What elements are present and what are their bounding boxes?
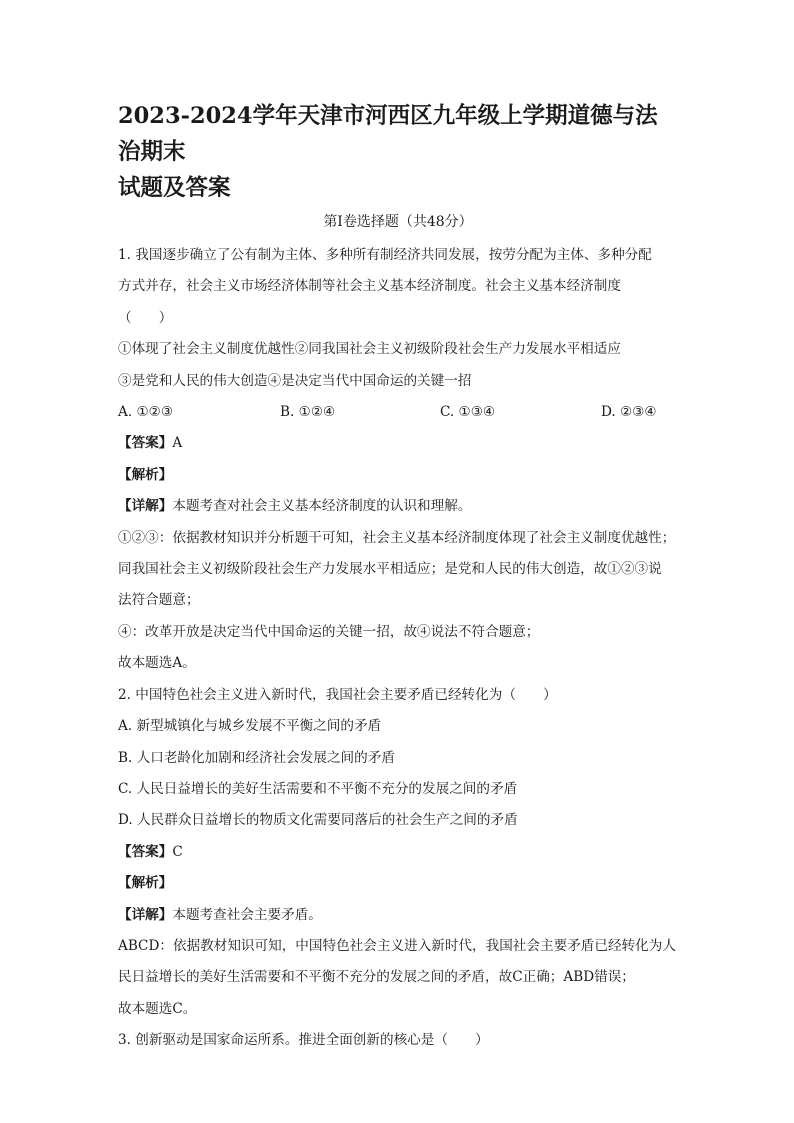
q1-stem-line-1: 1. 我国逐步确立了公有制为主体、多种所有制经济共同发展，按劳分配为主体、多种分配: [118, 247, 652, 263]
q1-option-b: B. ①②④: [280, 404, 336, 421]
q1-explanation-line-4: ④：改革开放是决定当代中国命运的关键一招，故④说法不符合题意；: [118, 623, 540, 640]
question-3: [118, 1025, 678, 1056]
q1-stem-line-3: （ ）: [118, 309, 173, 326]
q2-option-c: C. 人民日益增长的美好生活需要和不平衡不充分的发展之间的矛盾: [118, 780, 518, 797]
q3-stem: 3. 创新驱动是国家命运所系。推进全面创新的核心是（ ）: [118, 1032, 489, 1049]
q2-conclusion: 故本题选C。: [118, 1000, 197, 1017]
q2-detail-text: 本题考查社会主要矛盾。: [172, 906, 322, 923]
section-title: 第Ⅰ卷选择题（共48分）: [323, 214, 473, 230]
q1-answer: [118, 428, 678, 459]
q2-answer-value: C: [172, 843, 183, 860]
q1-statements-line-1: ①体现了社会主义制度优越性②同我国社会主义初级阶段社会生产力发展水平相适应: [118, 341, 621, 358]
question-1: [118, 240, 678, 680]
q2-option-b: B. 人口老龄化加剧和经济社会发展之间的矛盾: [118, 749, 395, 766]
q2-detail: [118, 900, 678, 931]
q2-answer-label: 【答案】: [118, 843, 173, 860]
document-page: [118, 98, 678, 1057]
q1-stem-line-2: 方式并存，社会主义市场经济体制等社会主义基本经济制度。社会主义基本经济制度: [118, 278, 621, 295]
q1-detail-label: 【详解】: [118, 498, 173, 515]
q1-explanation-line-3: 法符合题意；: [118, 592, 200, 609]
q1-explanation-line-2: 同我国社会主义初级阶段社会生产力发展水平相适应；是党和人民的伟大创造，故①②③说: [118, 561, 662, 578]
q2-option-d: D. 人民群众日益增长的物质文化需要同落后的社会生产之间的矛盾: [118, 812, 518, 829]
q2-answer: [118, 837, 678, 868]
q1-detail: [118, 491, 678, 522]
q1-option-c: C. ①③④: [440, 404, 496, 421]
q1-statements-line-2: ③是党和人民的伟大创造④是决定当代中国命运的关键一招: [118, 372, 472, 389]
q1-analysis-label: 【解析】: [118, 466, 173, 483]
q2-analysis-label: 【解析】: [118, 875, 173, 892]
q1-explanation-line-1: ①②③：依据教材知识并分析题干可知，社会主义基本经济制度体现了社会主义制度优越性；: [118, 529, 676, 546]
q2-option-a: A. 新型城镇化与城乡发展不平衡之间的矛盾: [118, 718, 382, 735]
q2-explanation-line-2: 民日益增长的美好生活需要和不平衡不充分的发展之间的矛盾，故C正确；ABD错误；: [118, 969, 635, 986]
title-line-2: 试题及答案: [118, 175, 231, 201]
q1-option-a: A. ①②③: [118, 404, 174, 421]
q1-detail-text: 本题考查对社会主义基本经济制度的认识和理解。: [172, 498, 472, 515]
q1-option-d: D. ②③④: [601, 404, 657, 421]
q2-explanation-line-1: ABCD：依据教材知识可知，中国特色社会主义进入新时代，我国社会主要矛盾已经转化为人: [118, 937, 676, 954]
document-title: [118, 98, 678, 206]
q1-options: [118, 397, 678, 428]
q1-answer-value: A: [172, 435, 183, 452]
q1-conclusion: 故本题选A。: [118, 655, 196, 672]
q2-detail-label: 【详解】: [118, 906, 173, 923]
question-2: [118, 680, 678, 1025]
q1-answer-label: 【答案】: [118, 435, 173, 452]
title-line-1: 2023-2024学年天津市河西区九年级上学期道德与法治期末: [118, 103, 658, 165]
q2-stem: 2. 中国特色社会主义进入新时代，我国社会主要矛盾已经转化为（ ）: [118, 686, 557, 703]
